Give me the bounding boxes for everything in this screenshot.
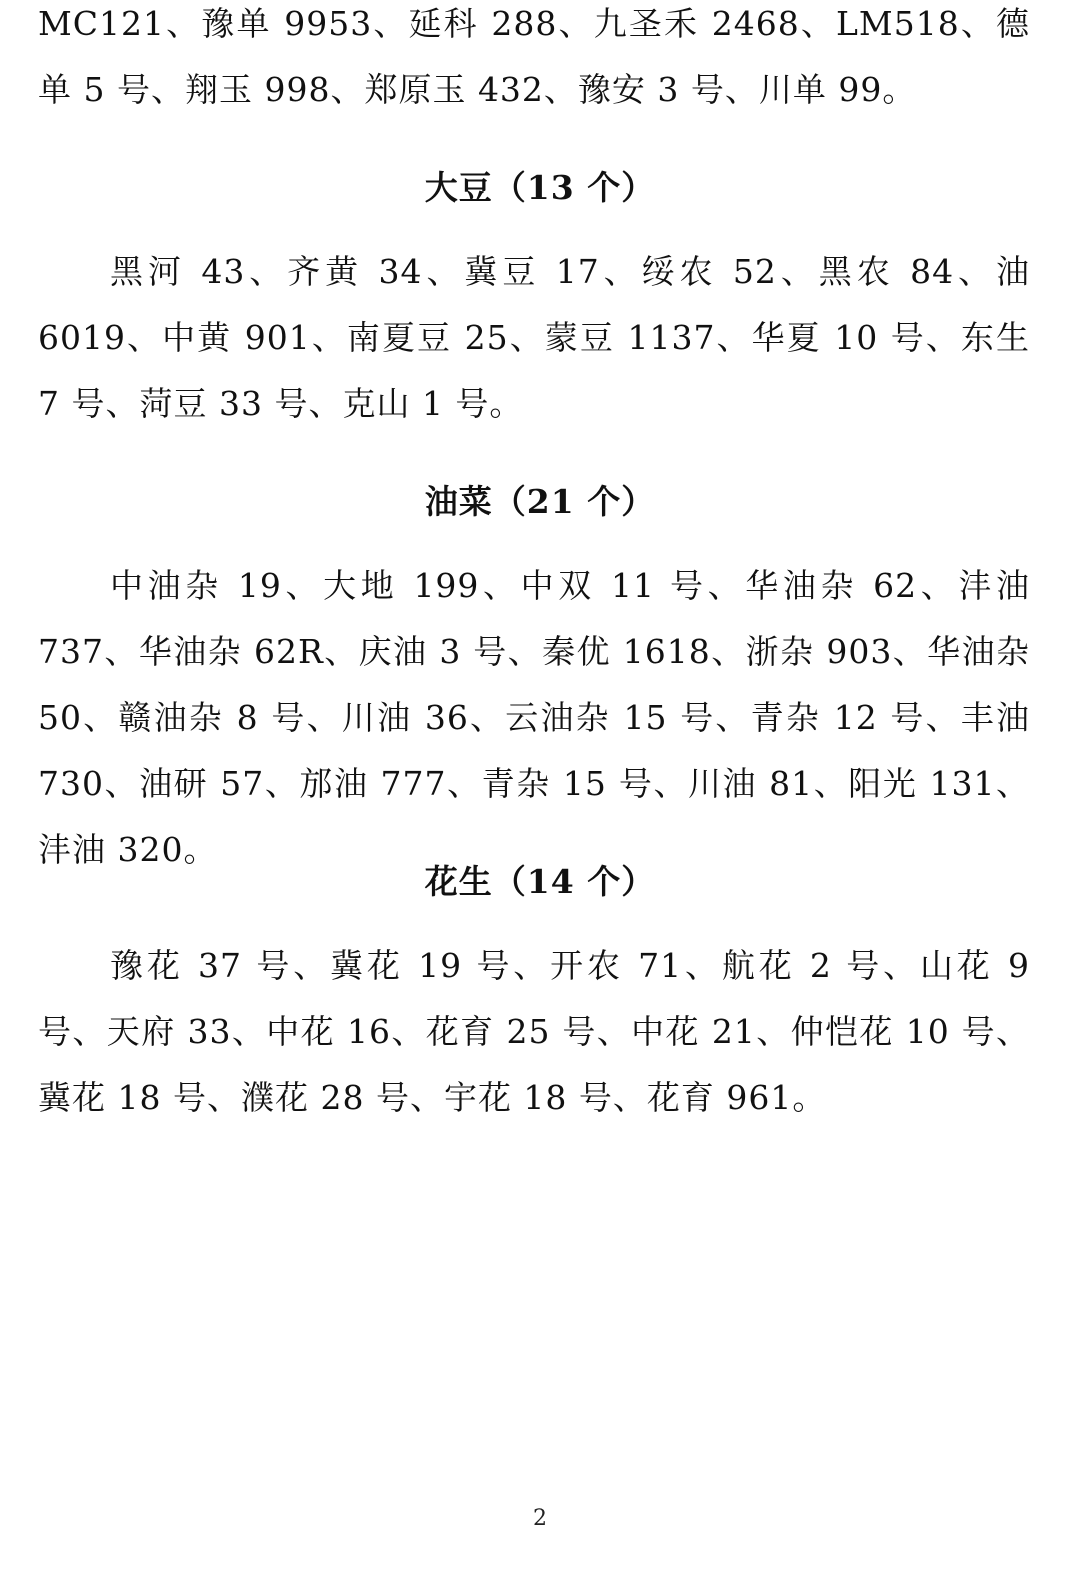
page-number: 2 <box>533 1506 547 1531</box>
peanut-heading: 花生（14 个） <box>424 862 656 901</box>
peanut-varieties: 豫花 37 号、冀花 19 号、开农 71、航花 2 号、山花 9 号、天府 33、中花 16、花育 25 号、中花 21、仲恺花 10 号、冀花 18 号、濮花 28 号、宇花 18 号、花育 961。 <box>38 946 1030 1117</box>
soybean-heading: 大豆（13 个） <box>424 168 656 207</box>
corn-varieties-continued: MC121、豫单 9953、延科 288、九圣禾 2468、LM518、德单 5 号、翔玉 998、郑原玉 432、豫安 3 号、川单 99。 <box>38 4 1030 109</box>
rapeseed-varieties: 中油杂 19、大地 199、中双 11 号、华油杂 62、沣油 737、华油杂 62R、庆油 3 号、秦优 1618、浙杂 903、华油杂 50、赣油杂 8 号、川油 36、云油杂 15 号、青杂 12 号、丰油 730、油研 57、邡油 777、青杂 15 号、川油 81、阳光 131、沣油 320。 <box>38 566 1030 869</box>
rapeseed-heading: 油菜（21 个） <box>424 482 656 521</box>
soybean-varieties: 黑河 43、齐黄 34、冀豆 17、绥农 52、黑农 84、油 6019、中黄 901、南夏豆 25、蒙豆 1137、华夏 10 号、东生 7 号、菏豆 33 号、克山 1 号。 <box>38 252 1030 423</box>
